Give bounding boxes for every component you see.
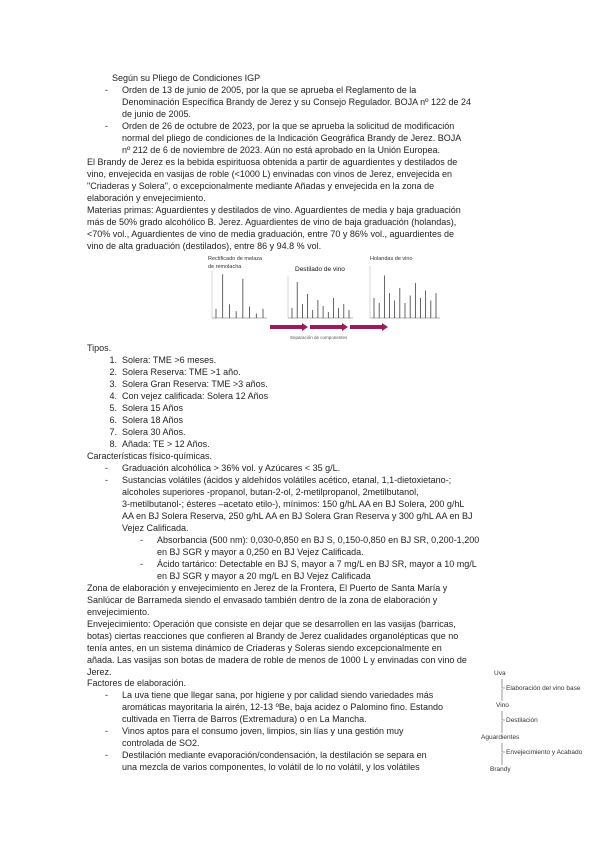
- materias-paragraph: [87, 204, 461, 252]
- caracteristicas-list: [105, 462, 473, 534]
- dash-marker: -: [105, 475, 108, 485]
- list-number: 2.: [109, 367, 117, 377]
- process-arrow: [350, 323, 388, 331]
- tipos-text: Añada: TE > 12 Años.: [122, 439, 210, 449]
- process-arrow: [310, 323, 348, 331]
- caracteristicas-text: alcoholes superiores -propanol, butan-2-ol, 2-metilpropanol, 2metilbutanol,: [122, 487, 419, 497]
- order-2-line-1: Orden de 26 de octubre de 2023, por la que se aprueba la solicitud de modificación: [122, 121, 455, 131]
- order-2-line-3: nº 212 de 6 de noviembre de 2023. Aún no está aprobado en la Unión Europea.: [122, 145, 441, 155]
- tipos-item: [109, 414, 268, 426]
- zona-line: Sanlúcar de Barrameda siendo el envasado también dentro de la zona de elaboración y: [87, 595, 438, 605]
- diagram-node-aguardientes: Aguardientes: [481, 734, 520, 741]
- list-number: 6.: [109, 415, 117, 425]
- caracteristicas-subtext: Ácido tartárico: Detectable en BJ S, mayor a 7 mg/L en BJ SR, mayor a 10 mg/L: [157, 559, 477, 569]
- envejecimiento-line: añada. Las vasijas son botas de madera de roble de menos de 1000 L y envinadas con vino de: [87, 655, 467, 665]
- caracteristicas-text: 3-metilbutanol-; ésteres –acetato etilo-), mínimos: 150 g/hL AA en BJ Solera, 200 g/hL: [122, 499, 465, 509]
- dash-marker: -: [105, 85, 108, 95]
- envejecimiento-line: Envejecimiento: Operación que consiste en dejar que se desarrollen en las vasijas (barricas,: [87, 619, 456, 629]
- caracteristicas-text: AA en BJ Solera Reserva, 250 g/hL AA en BJ Solera Gran Reserva y 300 g/hL AA en BJ: [122, 511, 473, 521]
- tipos-list: [109, 354, 269, 450]
- factores-text: Destilación mediante evaporación/condensación, la destilación se separa en: [122, 750, 427, 760]
- dash-marker: -: [105, 463, 108, 473]
- chart-label-left-2: de remolacha: [208, 264, 242, 270]
- list-number: 8.: [109, 439, 117, 449]
- diagram-step-envejecimiento: Envejecimiento y Acabado: [506, 749, 583, 756]
- order-1-line-3: de junio de 2005.: [122, 109, 192, 119]
- peaks-center-group: [288, 276, 353, 318]
- caracteristicas-text: Sustancias volátiles (ácidos y aldehídos volátiles acético, etanal, 1,1-dietoxietano-;: [122, 475, 452, 485]
- tipos-item: [109, 402, 268, 414]
- dash-marker: -: [105, 121, 108, 131]
- tipos-text: Solera Reserva: TME >1 año.: [122, 367, 241, 377]
- materias-line: más de 50% grado alcohólico B. Jerez. Aguardientes de vino de baja graduación (holandas),: [87, 217, 457, 227]
- tipos-text: Solera Gran Reserva: TME >3 años.: [122, 379, 268, 389]
- intro-heading: Según su Pliego de Condiciones IGP: [112, 73, 261, 83]
- caracteristicas-subitem: [140, 534, 480, 558]
- caracteristicas-item: [105, 474, 473, 534]
- tipos-item: [109, 378, 268, 390]
- dash-marker: -: [140, 559, 143, 569]
- factores-item: [105, 689, 443, 725]
- connector-line: [502, 679, 505, 688]
- definition-line: elaboración y envejecimiento.: [87, 193, 206, 203]
- caracteristicas-text: Vejez Calificada.: [122, 523, 189, 533]
- tipos-item: [109, 390, 269, 402]
- factores-text: una mezcla de varios componentes, lo volátil de lo no volátil, y los volátiles: [122, 762, 420, 772]
- factores-text: cultivada en Tierra de Barros (Extremadura) o en La Mancha.: [122, 714, 367, 724]
- factores-text: La uva tiene que llegar sana, por higiene y por calidad siendo variedades más: [122, 690, 434, 700]
- connector-line: [502, 711, 505, 720]
- chart-label-center: Destilado de vino: [295, 266, 345, 273]
- diagram-node-brandy: Brandy: [490, 766, 511, 773]
- factores-text: aromáticas mayoritaria la airén, 12-13 ºBe, baja acidez o Palomino fino. Estando: [122, 702, 443, 712]
- definition-line: vino, envejecida en vasijas de roble (<1000 L) envinadas con vinos de Jerez, envejecida en: [87, 169, 452, 179]
- factores-item: [105, 749, 443, 773]
- materias-line: <70% vol., Aguardientes de vino de media graduación, entre 70 y 86% vol., aguardientes de: [87, 229, 454, 239]
- materias-line: Materias primas: Aguardientes y destilados de vino. Aguardientes de media y baja graduación: [87, 205, 461, 215]
- zona-line: envejecimiento.: [87, 607, 150, 617]
- envejecimiento-line: botas) ciertas reacciones que confieren al Brandy de Jerez cualidades organolépticas que no: [87, 631, 459, 641]
- tipos-text: Con vejez calificada: Solera 12 Años: [122, 391, 269, 401]
- caracteristicas-subtext: en BJ SGR y mayor a 0,250 en BJ Vejez Calificada.: [157, 547, 364, 557]
- tipos-item: [109, 354, 268, 366]
- materias-line: vino de alta graduación (destilados), entre 86 y 94.8 % vol.: [87, 241, 322, 251]
- list-number: 7.: [109, 427, 117, 437]
- caracteristicas-subitem: [140, 558, 479, 582]
- tipos-heading: Tipos.: [87, 343, 112, 353]
- diagram-connectors: [478, 670, 598, 780]
- chart-axis-caption: Separación de componentes: [290, 335, 348, 340]
- caracteristicas-subtext: Absorbancia (500 nm): 0,030-0,850 en BJ S, 0,150-0,850 en BJ SR, 0,200-1,200: [157, 535, 480, 545]
- tipos-text: Solera 18 Años: [122, 415, 184, 425]
- diagram-step-elaboracion: Elaboración del vino base: [506, 685, 581, 692]
- order-item-2: [105, 120, 462, 156]
- order-1-line-1: Orden de 13 de junio de 2005, por la que se aprueba el Reglamento de la: [122, 85, 417, 95]
- envejecimiento-paragraph: [87, 618, 467, 678]
- definition-paragraph: [87, 156, 457, 204]
- chart-label-left-1: Rectificado de melaza: [208, 256, 263, 262]
- envejecimiento-line: Jerez.: [87, 667, 112, 677]
- diagram-step-destilacion: Destilación: [506, 717, 538, 724]
- tipos-text: Solera 30 Años.: [122, 427, 186, 437]
- caracteristicas-text: Graduación alcohólica > 36% vol. y Azúcares < 35 g/L.: [122, 463, 341, 473]
- factores-item: [105, 725, 443, 749]
- list-number: 3.: [109, 379, 117, 389]
- list-number: 4.: [109, 391, 117, 401]
- tipos-item: [109, 438, 268, 450]
- process-arrows: [270, 323, 388, 331]
- dash-marker: -: [105, 690, 108, 700]
- definition-line: El Brandy de Jerez es la bebida espirituosa obtenida a partir de aguardientes y destilados de: [87, 157, 458, 167]
- order-2-line-2: normal del pliego de condiciones de la Indicación Geográfica Brandy de Jerez. BOJA: [122, 133, 462, 143]
- tipos-item: [109, 366, 268, 378]
- caracteristicas-heading: Características físico-químicas.: [87, 451, 213, 461]
- order-1-line-2: Denominación Específica Brandy de Jerez y su Consejo Regulador. BOJA nº 122 de 24: [122, 97, 471, 107]
- chromatogram-figure: [200, 254, 450, 344]
- dash-marker: -: [105, 750, 108, 760]
- tipos-item: [109, 426, 268, 438]
- factores-list: [105, 689, 443, 773]
- envejecimiento-line: tenía antes, en un sistema dinámico de Criaderas y Soleras siendo excepcionalmente en: [87, 643, 442, 653]
- process-diagram: [478, 670, 598, 780]
- list-number: 1.: [109, 355, 117, 365]
- diagram-node-uva: Uva: [494, 670, 506, 677]
- diagram-node-vino: Vino: [496, 702, 509, 709]
- tipos-text: Solera: TME >6 meses.: [122, 355, 217, 365]
- connector-line: [502, 743, 505, 752]
- order-item-1: [105, 84, 471, 120]
- caracteristicas-item: [105, 462, 473, 474]
- process-arrow: [270, 323, 308, 331]
- tipos-text: Solera 15 Años: [122, 403, 184, 413]
- caracteristicas-subtext: en BJ SGR y mayor a 20 mg/L en BJ Vejez Calificada: [157, 571, 371, 581]
- peaks-left-group: [212, 270, 267, 318]
- caracteristicas-sublist: [140, 534, 480, 582]
- peaks-right-group: [370, 266, 440, 318]
- list-number: 5.: [109, 403, 117, 413]
- chart-label-right: Holandas de vino: [370, 256, 413, 262]
- factores-heading: Factores de elaboración.: [87, 678, 187, 688]
- factores-text: Vinos aptos para el consumo joven, limpios, sin lías y una gestión muy: [122, 726, 404, 736]
- dash-marker: -: [140, 535, 143, 545]
- factores-text: controlada de SO2.: [122, 738, 200, 748]
- zona-paragraph: [87, 582, 447, 618]
- definition-line: "Criaderas y Solera", o excepcionalmente mediante Añadas y envejecida en la zona de: [87, 181, 435, 191]
- zona-line: Zona de elaboración y envejecimiento en Jerez de la Frontera, El Puerto de Santa María y: [87, 583, 448, 593]
- dash-marker: -: [105, 726, 108, 736]
